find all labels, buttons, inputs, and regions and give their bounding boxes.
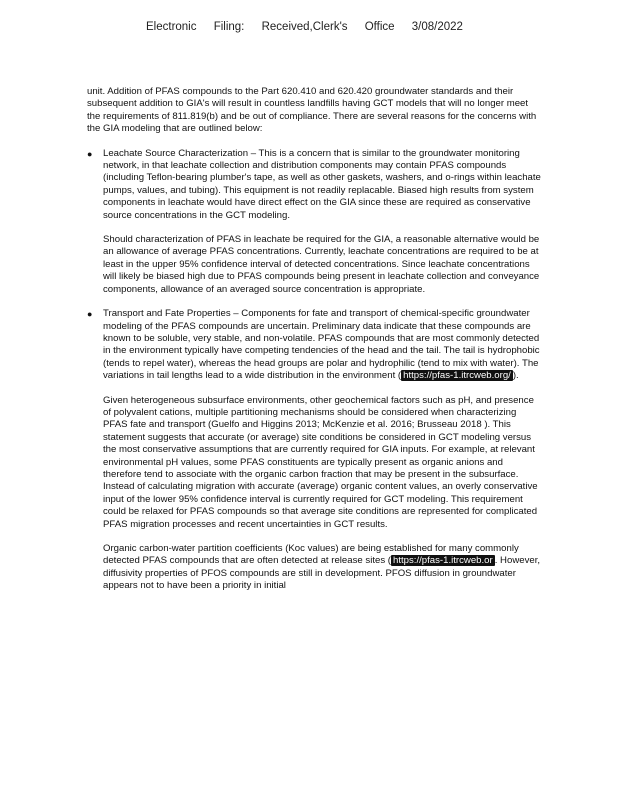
bullet-transport-end: ).: [512, 370, 519, 382]
bullet-dot-icon: ●: [87, 309, 93, 320]
intro-paragraph: unit. Addition of PFAS compounds to the Part 620.410 and 620.420 groundwater standards and their subsequent addition to GIA's will result in countless landfills having GCT models that will no longer meet the requirements of 811.819(b) and be out of compliance. There are several reasons for the concerns with the GIA modeling that are outlined below:: [87, 86, 537, 135]
koc-text-end: . However, diffusivity properties of PFOS compounds are still in development. PFOS diffusion in groundwater appears not to have been a priority in initial: [103, 555, 541, 592]
header-electronic: Electronic: [146, 21, 197, 33]
itrc-link-2[interactable]: https://pfas-1.itrcweb.or: [393, 555, 493, 567]
itrc-link-1[interactable]: https://pfas-1.itrcweb.org/: [403, 370, 511, 382]
header-office: Office: [364, 21, 395, 33]
filing-header: [146, 21, 463, 33]
bullet-transport: [87, 308, 542, 382]
bullet-dot-icon: ●: [87, 148, 93, 159]
koc-paragraph: [103, 543, 542, 593]
bullet-leachate-text: Leachate Source Characterization – This is a concern that is similar to the groundwater monitoring network, in that leachate collection and distribution components may contain PFAS compounds (including Teflon-bearing plumber's tape, as well as other gaskets, washers, and o-rings within leachate pumps, values, and tubing). This equipment is not readily replacable. Biased high results from system components in leachate would have direct effect on the GIA since these are required as conservative source concentrations in the GCT modeling.: [103, 147, 541, 221]
koc-text-start: Organic carbon-water partition coefficients (Koc values) are being established for many commonly detected PFAS compounds that are often detected at release sites (: [103, 543, 519, 567]
geochemical-paragraph: Given heterogeneous subsurface environments, other geochemical factors such as pH, and presence of polyvalent cations, multiple partitioning mechanisms should be considered when characterizing PFAS fate and transport (Guelfo and Higgins 2013; McKenzie et al. 2016; Brusseau 2018 ). This statement suggests that accurate (or average) site conditions be considered in GCT modeling versus the most conservative assumptions that are currently required for GIA inputs. For example, at relevant environmental pH values, some PFAS constituents are typically present as organic anions and therefore tend to associate with the organic carbon fraction that may be present in the subsurface. Instead of calculating migration with accurate (average) organic content values, an overly conservative input of the lower 95% confidence interval is currently required for GCT modeling. This requirement could be relaxed for PFAS compounds so that average site conditions are represented for complicated PFAS migration processes and recent uncertainties in GCT results.: [103, 394, 538, 530]
leachate-paragraph: Should characterization of PFAS in leachate be required for the GIA, a reasonable alternative would be an allowance of average PFAS concentrations. Currently, leachate concentrations are required to be at least in the upper 95% confidence interval of detected concentrations. Since leachate concentrations will likely be biased high due to PFAS compounds being present in leachate collection and conveyance components, allowance of an averaged source concentration is appropriate.: [103, 234, 540, 295]
bullet-transport-text: Transport and Fate Properties – Components for fate and transport of chemical-specific groundwater modeling of the PFAS compounds are uncertain. Preliminary data indicate that these compounds are known to be soluble, very stable, and non-volatile. PFAS compounds that are most commonly detected in the environment typically have competing tendencies of the head and the tail. The tail is hydrophobic (tends to repel water), whereas the head groups are polar and hydrophilic (tend to mix with water). The variations in tail lengths lead to a wide distribution in the environment (: [103, 308, 540, 382]
header-received: Received,Clerk's: [261, 21, 348, 33]
header-filing: Filing:: [213, 21, 245, 33]
header-date: 3/08/2022: [411, 21, 463, 33]
document-body: [87, 86, 542, 605]
bullet-leachate: [87, 148, 542, 222]
